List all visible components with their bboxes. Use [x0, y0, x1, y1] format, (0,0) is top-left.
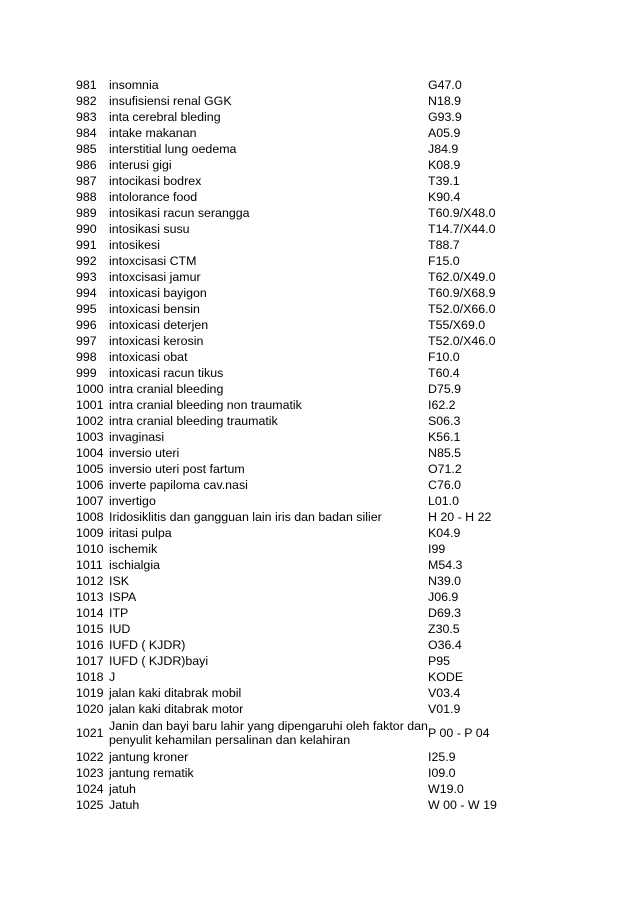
icd-code: G93.9 [428, 110, 462, 124]
table-row [76, 525, 514, 541]
icd-code: N85.5 [428, 446, 462, 460]
diagnosis-name: intosikasi susu [109, 222, 190, 236]
row-number: 1015 [76, 622, 104, 636]
table-row [76, 221, 514, 237]
table-row [76, 461, 514, 477]
row-number: 1004 [76, 446, 104, 460]
row-number: 990 [76, 222, 97, 236]
row-number: 1002 [76, 414, 104, 428]
diagnosis-name: J [109, 670, 116, 684]
row-number: 1020 [76, 702, 104, 716]
icd-code: V01.9 [428, 702, 461, 716]
icd-code: J84.9 [428, 142, 459, 156]
table-row [76, 381, 514, 397]
table-row [76, 541, 514, 557]
table-row [76, 765, 514, 781]
icd-code: T14.7/X44.0 [428, 222, 496, 236]
icd-code: S06.3 [428, 414, 461, 428]
row-number: 995 [76, 302, 97, 316]
icd-code: T60.4 [428, 366, 460, 380]
table-row [76, 77, 514, 93]
table-row [76, 237, 514, 253]
row-number: 1018 [76, 670, 104, 684]
icd-code: T60.9/X68.9 [428, 286, 496, 300]
table-row [76, 781, 514, 797]
row-number: 993 [76, 270, 97, 284]
diagnosis-name: inverte papiloma cav.nasi [109, 478, 248, 492]
icd-code: A05.9 [428, 126, 461, 140]
table-row [76, 669, 514, 685]
icd-code: M54.3 [428, 558, 463, 572]
table-row [76, 621, 514, 637]
diagnosis-name: invaginasi [109, 430, 165, 444]
diagnosis-name: intake makanan [109, 126, 197, 140]
row-number: 1023 [76, 766, 104, 780]
table-row [76, 189, 514, 205]
diagnosis-name: intra cranial bleeding [109, 382, 224, 396]
diagnosis-code-table [76, 77, 514, 813]
table-row [76, 637, 514, 653]
icd-code: T55/X69.0 [428, 318, 486, 332]
row-number: 1010 [76, 542, 104, 556]
diagnosis-name: intra cranial bleeding traumatik [109, 414, 278, 428]
row-number: 1025 [76, 798, 104, 812]
table-row [76, 109, 514, 125]
icd-code: T88.7 [428, 238, 460, 252]
row-number: 988 [76, 190, 97, 204]
icd-code: W 00 - W 19 [428, 798, 497, 812]
icd-code: P95 [428, 654, 451, 668]
diagnosis-name: interusi gigi [109, 158, 172, 172]
table-row [76, 509, 514, 525]
table-row [76, 589, 514, 605]
diagnosis-name: invertigo [109, 494, 156, 508]
diagnosis-name: IUD [109, 622, 131, 636]
table-row [76, 173, 514, 189]
icd-code: T62.0/X49.0 [428, 270, 496, 284]
diagnosis-name: Janin dan bayi baru lahir yang dipengaruhi oleh faktor dan penyulit kehamilan persalinan dan kelahiran [109, 719, 428, 747]
diagnosis-name: insomnia [109, 78, 159, 92]
table-row [76, 317, 514, 333]
table-row [76, 125, 514, 141]
table-row [76, 557, 514, 573]
table-row [76, 701, 514, 717]
row-number: 999 [76, 366, 97, 380]
icd-code: G47.0 [428, 78, 462, 92]
diagnosis-name: jalan kaki ditabrak mobil [109, 686, 242, 700]
row-number: 1022 [76, 750, 104, 764]
diagnosis-name: jantung kroner [109, 750, 189, 764]
row-number: 1009 [76, 526, 104, 540]
row-number: 996 [76, 318, 97, 332]
diagnosis-name: intoxicasi kerosin [109, 334, 204, 348]
table-row [76, 365, 514, 381]
icd-code: T52.0/X46.0 [428, 334, 496, 348]
icd-code: Z30.5 [428, 622, 460, 636]
icd-code: W19.0 [428, 782, 464, 796]
icd-code: P 00 - P 04 [428, 726, 490, 740]
row-number: 1007 [76, 494, 104, 508]
icd-code: C76.0 [428, 478, 462, 492]
diagnosis-name: intoxicasi racun tikus [109, 366, 224, 380]
table-row [76, 477, 514, 493]
table-row [76, 301, 514, 317]
icd-code: T60.9/X48.0 [428, 206, 496, 220]
row-number: 994 [76, 286, 97, 300]
row-number: 998 [76, 350, 97, 364]
icd-code: K90.4 [428, 190, 461, 204]
diagnosis-name: Iridosiklitis dan gangguan lain iris dan badan silier [109, 510, 382, 524]
row-number: 992 [76, 254, 97, 268]
row-number: 1008 [76, 510, 104, 524]
table-row [76, 253, 514, 269]
diagnosis-name: inta cerebral bleding [109, 110, 221, 124]
row-number: 1012 [76, 574, 104, 588]
diagnosis-name: ISPA [109, 590, 137, 604]
icd-code: K04.9 [428, 526, 461, 540]
table-row [76, 573, 514, 589]
icd-code: K08.9 [428, 158, 461, 172]
row-number: 989 [76, 206, 97, 220]
row-number: 997 [76, 334, 97, 348]
table-body [76, 77, 514, 813]
row-number: 1000 [76, 382, 104, 396]
icd-code: O36.4 [428, 638, 462, 652]
table-row [76, 93, 514, 109]
table-row [76, 413, 514, 429]
row-number: 1021 [76, 726, 104, 740]
row-number: 983 [76, 110, 97, 124]
row-number: 1014 [76, 606, 104, 620]
row-number: 991 [76, 238, 97, 252]
diagnosis-name: iritasi pulpa [109, 526, 172, 540]
table-row [76, 269, 514, 285]
row-number: 1003 [76, 430, 104, 444]
row-number: 1011 [76, 558, 103, 572]
table-row [76, 605, 514, 621]
diagnosis-name: intoxcisasi CTM [109, 254, 197, 268]
diagnosis-name: jatuh [109, 782, 136, 796]
icd-code: O71.2 [428, 462, 462, 476]
diagnosis-name: intoxicasi obat [109, 350, 188, 364]
icd-code: I25.9 [428, 750, 456, 764]
icd-code: F15.0 [428, 254, 460, 268]
diagnosis-name: ISK [109, 574, 129, 588]
diagnosis-name: interstitial lung oedema [109, 142, 237, 156]
diagnosis-name: intoxicasi bayigon [109, 286, 207, 300]
row-number: 1019 [76, 686, 104, 700]
diagnosis-name: intolorance food [109, 190, 198, 204]
table-row [76, 717, 514, 749]
row-number: 1017 [76, 654, 104, 668]
diagnosis-name: intoxcisasi jamur [109, 270, 201, 284]
icd-code: J06.9 [428, 590, 459, 604]
diagnosis-name: IUFD ( KJDR) [109, 638, 186, 652]
icd-code: D75.9 [428, 382, 462, 396]
icd-code: KODE [428, 670, 464, 684]
row-number: 1001 [76, 398, 104, 412]
icd-code: K56.1 [428, 430, 461, 444]
table-row [76, 285, 514, 301]
row-number: 981 [76, 78, 97, 92]
diagnosis-name: IUFD ( KJDR)bayi [109, 654, 209, 668]
diagnosis-name: Jatuh [109, 798, 140, 812]
diagnosis-name: ischemik [109, 542, 158, 556]
diagnosis-name: ischialgia [109, 558, 160, 572]
row-number: 1006 [76, 478, 104, 492]
table-row [76, 205, 514, 221]
table-row [76, 797, 514, 813]
table-row [76, 397, 514, 413]
icd-code: F10.0 [428, 350, 460, 364]
diagnosis-name: intosikesi [109, 238, 160, 252]
table-row [76, 157, 514, 173]
icd-code: N18.9 [428, 94, 462, 108]
row-number: 986 [76, 158, 97, 172]
table-row [76, 685, 514, 701]
row-number: 982 [76, 94, 97, 108]
diagnosis-name: insufisiensi renal GGK [109, 94, 232, 108]
row-number: 1005 [76, 462, 104, 476]
diagnosis-name: inversio uteri [109, 446, 180, 460]
icd-code: N39.0 [428, 574, 462, 588]
icd-code: V03.4 [428, 686, 461, 700]
diagnosis-name: intra cranial bleeding non traumatik [109, 398, 302, 412]
table-row [76, 349, 514, 365]
table-row [76, 493, 514, 509]
icd-code: D69.3 [428, 606, 462, 620]
row-number: 984 [76, 126, 97, 140]
table-row [76, 429, 514, 445]
diagnosis-name: intocikasi bodrex [109, 174, 202, 188]
icd-code: I99 [428, 542, 446, 556]
diagnosis-name: jalan kaki ditabrak motor [109, 702, 244, 716]
icd-code: T39.1 [428, 174, 460, 188]
row-number: 1016 [76, 638, 104, 652]
diagnosis-name: intoxicasi deterjen [109, 318, 209, 332]
icd-code: I62.2 [428, 398, 456, 412]
table-row [76, 141, 514, 157]
icd-code: T52.0/X66.0 [428, 302, 496, 316]
icd-code: L01.0 [428, 494, 460, 508]
diagnosis-name: intoxicasi bensin [109, 302, 200, 316]
icd-code: H 20 - H 22 [428, 510, 492, 524]
diagnosis-name: ITP [109, 606, 129, 620]
diagnosis-name: intosikasi racun serangga [109, 206, 250, 220]
row-number: 987 [76, 174, 97, 188]
diagnosis-name: jantung rematik [109, 766, 194, 780]
row-number: 985 [76, 142, 97, 156]
icd-code: I09.0 [428, 766, 456, 780]
table-row [76, 445, 514, 461]
table-row [76, 653, 514, 669]
diagnosis-name: inversio uteri post fartum [109, 462, 245, 476]
table-row [76, 333, 514, 349]
row-number: 1013 [76, 590, 104, 604]
table-row [76, 749, 514, 765]
row-number: 1024 [76, 782, 104, 796]
